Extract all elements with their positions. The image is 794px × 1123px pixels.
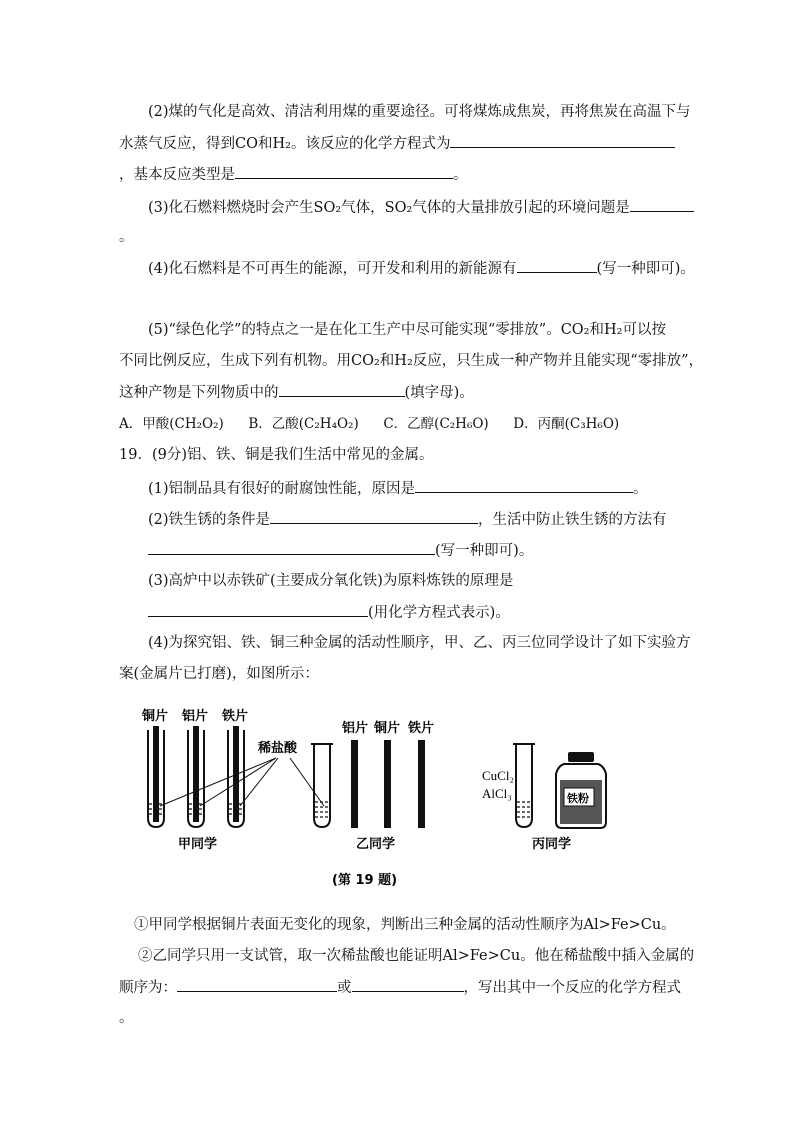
environment-problem-blank[interactable] [630,197,694,212]
q19-p2-note: (写一种即可)。 [435,543,534,559]
option-a[interactable]: A．甲酸(CH₂O₂) [119,416,224,432]
order-blank-2[interactable] [352,977,464,992]
jia-label-copper: 铜片 [142,709,169,724]
iron-powder-label: 铁粉 [567,792,589,805]
yi-iron-strip [418,740,425,828]
q18-p3-end: 。 [119,229,134,245]
q19-p4-line2: 案(金属片已打磨)，如图所示： [119,666,319,682]
jia-setup [141,708,333,852]
q19-p1-line [148,478,648,499]
q18-p3-text: (3)化石燃料燃烧时会产生SO₂气体，SO₂气体的大量排放引起的环境问题是 [148,200,630,216]
bing-test-tube [516,744,532,827]
q19-p3-line2 [148,602,510,623]
q18-p5-note: (填字母)。 [404,385,474,401]
q18-p4-text: (4)化石燃料是不可再生的能源，可开发和利用的新能源有 [148,261,517,277]
bing-setup [482,744,606,852]
reaction-type-blank[interactable] [235,164,453,179]
q19-c2-line2 [119,977,681,998]
jia-caption: 甲同学 [178,837,218,852]
experiment-figure [118,700,678,900]
equation-prompt: ，写出其中一个反应的化学方程式 [463,980,681,996]
figure-title: (第 19 题) [332,873,398,888]
q19-p2-method: ，生活中防止铁生锈的方法有 [478,512,667,528]
q19-p3-line1: (3)高炉中以赤铁矿(主要成分氧化铁)为原料炼铁的原理是 [148,573,514,589]
option-d[interactable]: D．丙酮(C₃H₆O) [513,416,620,432]
option-c[interactable]: C．乙醇(C₂H₆O) [383,416,489,432]
yi-caption: 乙同学 [356,837,396,852]
q19-c2-line1: ②乙同学只用一支试管，取一次稀盐酸也能证明Al>Fe>Cu。他在稀盐酸中插入金属的 [138,948,695,964]
q19-p1-end: 。 [633,481,648,497]
q19-p4-line1: (4)为探究铝、铁、铜三种金属的活动性顺序，甲、乙、丙三位同学设计了如下实验方 [148,635,691,651]
product-choice-blank[interactable] [279,382,405,397]
q19-p3-note: (用化学方程式表示)。 [368,605,510,621]
or-label: 或 [337,980,352,996]
ironmaking-equation-blank[interactable] [148,602,368,617]
alcl3-label: AlCl₃ [482,786,512,801]
dilute-hcl-label: 稀盐酸 [258,741,298,756]
q18-p5-line2: 不同比例反应，生成下列有机物。用CO₂和H₂反应，只生成一种产物并且能实现“零排放”， [119,353,704,369]
rust-condition-blank[interactable] [270,509,478,524]
q19-p2-line1 [148,509,667,530]
acid-test-tube [314,744,330,827]
acid-liquid-4 [315,802,329,817]
q19-header: 19．(9分)铝、铁、铜是我们生活中常见的金属。 [119,447,434,463]
jia-label-iron: 铁片 [222,709,249,724]
bing-caption: 丙同学 [532,837,572,852]
order-label: 顺序为： [119,980,177,996]
q19-c2-end: 。 [119,1010,134,1026]
q18-p2-line1: (2)煤的气化是高效、清洁利用煤的重要途径。可将煤炼成焦炭，再将焦炭在高温下与 [148,104,691,120]
copper-strip [153,726,159,822]
q18-p4-note: (写一种即可)。 [596,261,695,277]
order-blank-1[interactable] [177,977,337,992]
q18-p5-line1: (5)“绿色化学”的特点之一是在化工生产中尽可能实现“零排放”。CO₂和H₂可以按 [148,322,666,338]
corrosion-reason-blank[interactable] [415,478,633,493]
q18-options [119,414,619,434]
q18-p2-type-label: ，基本反应类型是 [119,167,235,183]
q18-p3-line1 [148,197,694,218]
yi-copper-strip [384,740,391,828]
jia-label-aluminum: 铝片 [182,709,209,724]
rust-prevention-blank[interactable] [148,540,435,555]
q18-p2-line2 [119,133,675,154]
aluminum-strip [193,726,199,822]
q18-p2-line3 [119,164,468,185]
q19-p2-text: (2)铁生锈的条件是 [148,512,271,528]
yi-label-copper: 铜片 [374,721,401,736]
q19-p1-text: (1)铝制品具有很好的耐腐蚀性能，原因是 [148,481,416,497]
q19-p2-line2 [148,540,533,561]
q18-p4-line [148,258,695,279]
q18-p5-line3 [119,382,474,403]
jar-lid [568,752,594,762]
equation-answer-blank[interactable] [450,133,675,148]
yi-setup [342,720,434,852]
new-energy-blank[interactable] [517,258,597,273]
bing-solution [517,802,531,817]
q19-c1: ①甲同学根据铜片表面无变化的现象，判断出三种金属的活动性顺序为Al>Fe>Cu。 [134,917,676,933]
yi-label-aluminum: 铝片 [342,721,369,736]
yi-label-iron: 铁片 [408,721,435,736]
option-b[interactable]: B．乙酸(C₂H₄O₂) [248,416,359,432]
cucl2-label: CuCl₂ [482,768,514,783]
q18-p5-text: 这种产物是下列物质中的 [119,385,279,401]
q18-p2-text: 水蒸气反应，得到CO和H₂。该反应的化学方程式为 [119,136,451,152]
q18-p2-end: 。 [453,167,468,183]
acid-leader-lines [160,758,324,806]
yi-aluminum-strip [351,740,358,828]
